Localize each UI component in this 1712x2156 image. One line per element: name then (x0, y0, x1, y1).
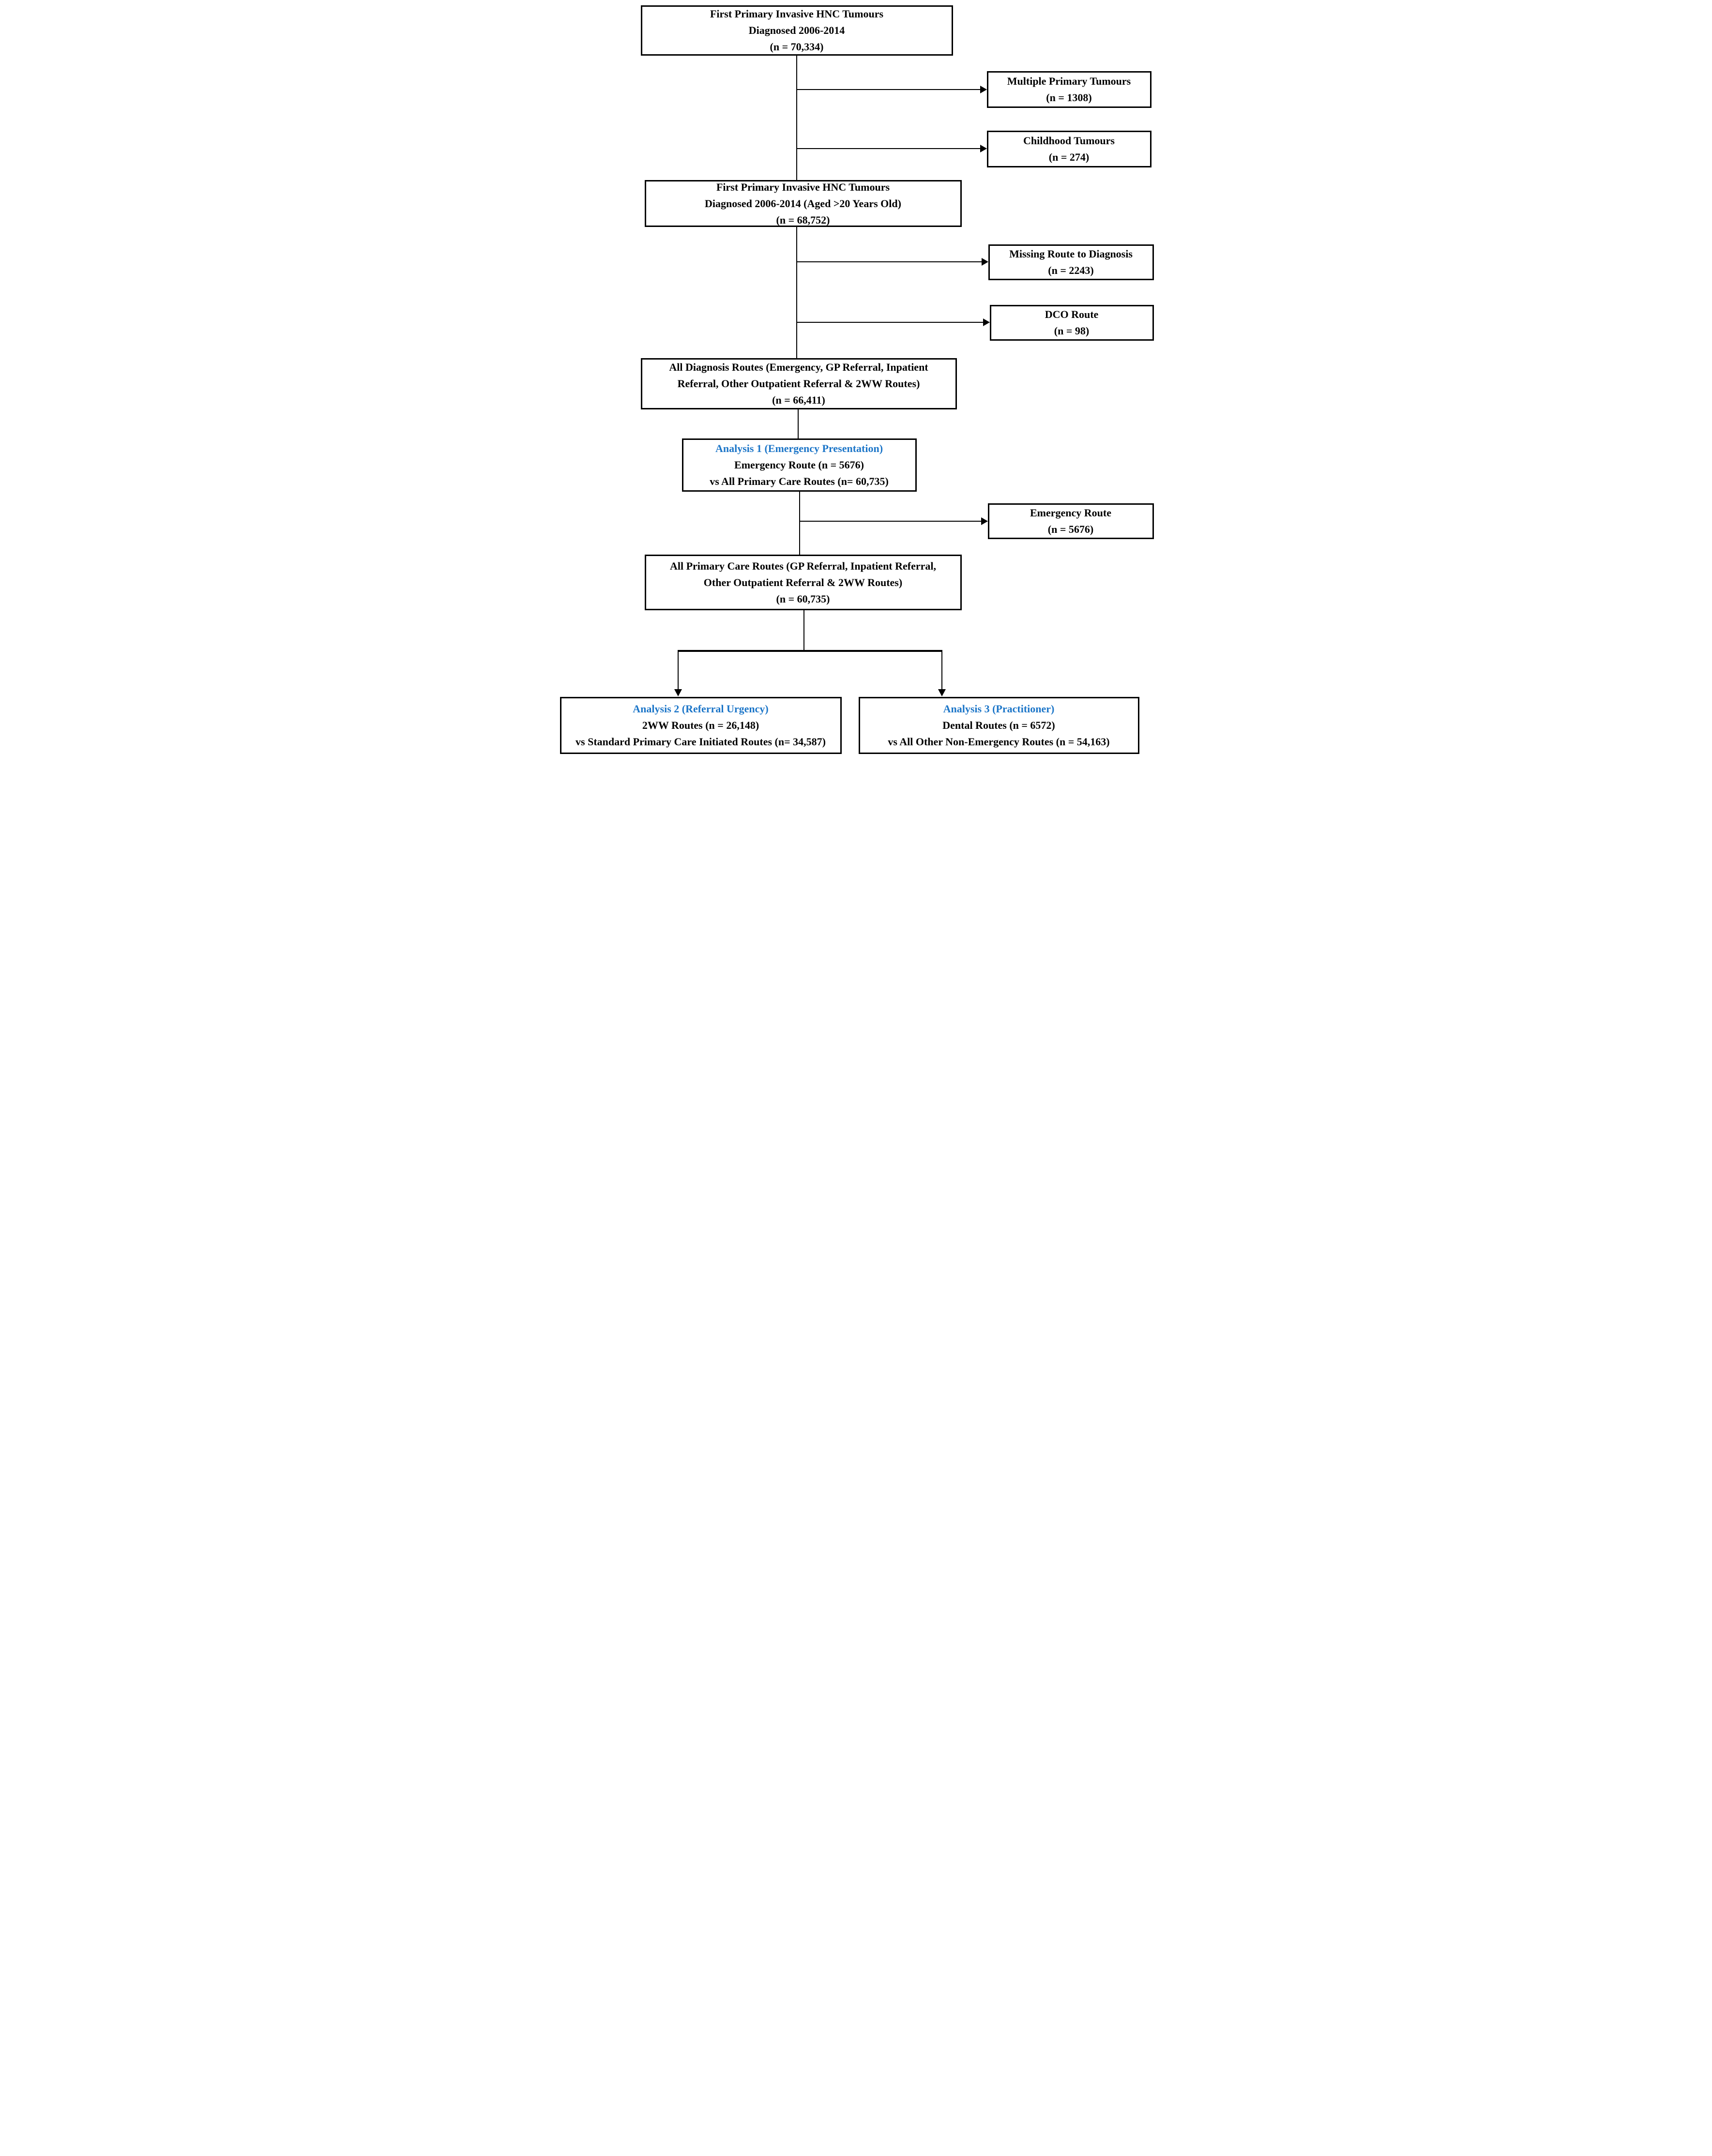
connector-line (796, 227, 797, 358)
box-count-line: (n = 70,334) (770, 41, 824, 53)
flow-box-analysis-3 (859, 697, 1139, 754)
connector-line (678, 650, 679, 690)
box-text-line: Diagnosed 2006-2014 (Aged >20 Years Old) (705, 197, 901, 210)
box-count-line: (n = 5676) (1047, 523, 1094, 535)
flow-box-first-primary-tumours (641, 5, 953, 56)
analysis-title: Analysis 3 (Practitioner) (943, 703, 1055, 715)
connector-line (800, 521, 981, 522)
flow-box-all-primary-care-routes (645, 555, 962, 610)
flow-box-all-diagnosis-routes (641, 358, 957, 409)
arrow-right-icon (980, 86, 987, 93)
connector-line (797, 148, 980, 149)
arrow-right-icon (980, 145, 987, 152)
flow-box-emergency-route (988, 503, 1154, 539)
connector-line (803, 610, 804, 651)
arrow-right-icon (981, 517, 988, 525)
arrow-right-icon (983, 318, 990, 326)
box-text-line: DCO Route (1045, 308, 1099, 320)
box-text-line: Emergency Route (n = 5676) (734, 459, 864, 471)
connector-line (797, 261, 982, 262)
box-text-line: First Primary Invasive HNC Tumours (716, 181, 890, 193)
connector-line (796, 56, 797, 180)
flow-box-dco-route (990, 305, 1154, 341)
box-count-line: (n = 1308) (1046, 91, 1092, 104)
box-text-line: All Primary Care Routes (GP Referral, Inpatient Referral, (669, 559, 937, 572)
arrow-down-icon (938, 689, 946, 696)
flow-box-missing-route (988, 244, 1154, 280)
flow-box-childhood-tumours (987, 131, 1151, 167)
connector-line (799, 492, 800, 555)
box-text-line: Multiple Primary Tumours (1007, 75, 1131, 87)
box-text-line: Referral, Other Outpatient Referral & 2WW Routes) (677, 377, 920, 390)
connector-line (797, 89, 980, 90)
box-text-line: Dental Routes (n = 6572) (942, 719, 1055, 731)
box-count-line: (n = 2243) (1048, 264, 1094, 276)
box-count-line: (n = 66,411) (772, 394, 825, 406)
box-count-line: (n = 274) (1048, 151, 1090, 163)
box-count-line: (n = 60,735) (776, 592, 830, 605)
box-text-line: vs All Other Non-Emergency Routes (n = 54,163) (888, 736, 1110, 748)
box-text-line: Missing Route to Diagnosis (1009, 248, 1133, 260)
box-count-line: (n = 98) (1054, 325, 1090, 337)
connector-line (941, 650, 942, 690)
box-text-line: Childhood Tumours (1023, 135, 1115, 147)
box-text-line: vs All Primary Care Routes (n= 60,735) (710, 475, 889, 487)
analysis-title: Analysis 1 (Emergency Presentation) (715, 442, 883, 454)
box-text-line: 2WW Routes (n = 26,148) (642, 719, 759, 731)
box-text-line: vs Standard Primary Care Initiated Routes (n= 34,587) (576, 736, 826, 748)
connector-line (678, 650, 942, 652)
box-text-line: All Diagnosis Routes (Emergency, GP Referral, Inpatient (669, 361, 928, 373)
box-text-line: Other Outpatient Referral & 2WW Routes) (703, 576, 903, 588)
flow-box-analysis-1 (682, 438, 917, 492)
arrow-right-icon (982, 258, 988, 266)
box-text-line: Emergency Route (1030, 507, 1111, 519)
flow-diagram (556, 0, 1156, 756)
flow-box-multiple-primary-tumours (987, 71, 1151, 108)
flow-box-analysis-2 (560, 697, 842, 754)
flow-box-first-primary-tumours-aged (645, 180, 962, 227)
connector-line (798, 409, 799, 438)
box-count-line: (n = 68,752) (776, 213, 830, 226)
arrow-down-icon (674, 689, 682, 696)
box-text-line: Diagnosed 2006-2014 (748, 24, 845, 36)
analysis-title: Analysis 2 (Referral Urgency) (633, 703, 769, 715)
connector-line (797, 322, 983, 323)
box-text-line: First Primary Invasive HNC Tumours (710, 8, 884, 20)
